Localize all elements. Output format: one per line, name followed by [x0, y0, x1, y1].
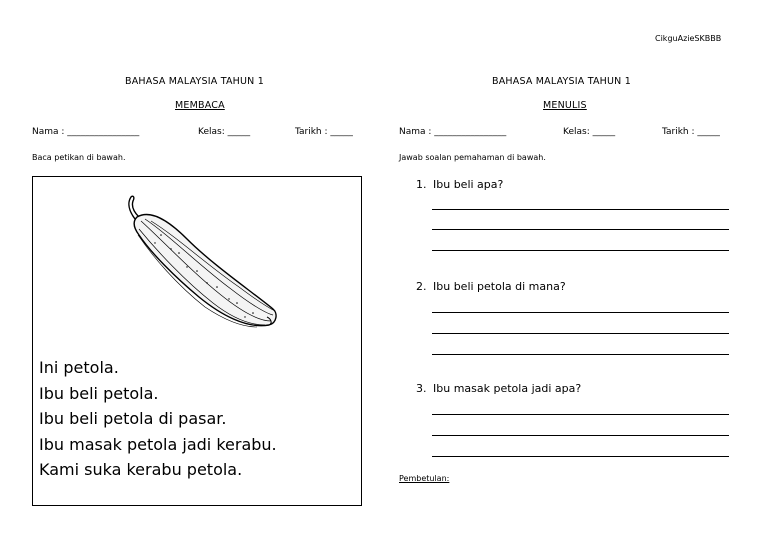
- right-subtitle: MENULIS: [543, 100, 587, 111]
- answer-line[interactable]: [432, 354, 729, 355]
- story-line: Kami suka kerabu petola.: [39, 460, 243, 479]
- answer-line[interactable]: [432, 229, 729, 230]
- right-title: BAHASA MALAYSIA TAHUN 1: [492, 76, 631, 87]
- left-nama-field: Nama : ________________: [32, 127, 140, 137]
- credit-label: CikguAzieSKBBB: [655, 34, 722, 43]
- left-tarikh-field: Tarikh : _____: [295, 127, 353, 137]
- story-line: Ibu masak petola jadi kerabu.: [39, 434, 277, 454]
- left-kelas-field: Kelas: _____: [198, 127, 251, 137]
- cucumber-icon: [121, 191, 281, 331]
- reading-passage-box: [32, 176, 362, 506]
- answer-line[interactable]: [432, 209, 729, 210]
- left-instruction: Baca petikan di bawah.: [32, 153, 126, 162]
- right-kelas-field: Kelas: _____: [563, 127, 616, 137]
- answer-line[interactable]: [432, 250, 729, 251]
- question-text: Ibu beli petola di mana?: [433, 280, 566, 293]
- story-line: Ini petola.: [39, 358, 119, 377]
- right-tarikh-field: Tarikh : _____: [662, 127, 720, 137]
- answer-line[interactable]: [432, 435, 729, 436]
- right-nama-field: Nama : ________________: [399, 127, 507, 137]
- answer-line[interactable]: [432, 456, 729, 457]
- question-number: 3.: [416, 382, 427, 395]
- answer-line[interactable]: [432, 312, 729, 313]
- question-text: Ibu beli apa?: [433, 178, 504, 191]
- left-subtitle: MEMBACA: [175, 100, 225, 111]
- question-number: 2.: [416, 280, 427, 293]
- right-instruction: Jawab soalan pemahaman di bawah.: [399, 153, 546, 162]
- story-line: Ibu beli petola di pasar.: [39, 409, 227, 428]
- question-text: Ibu masak petola jadi apa?: [433, 382, 582, 395]
- left-title: BAHASA MALAYSIA TAHUN 1: [125, 76, 264, 87]
- answer-line[interactable]: [432, 414, 729, 415]
- story-line: Ibu beli petola.: [39, 383, 159, 403]
- answer-line[interactable]: [432, 333, 729, 334]
- story-text: [39, 355, 277, 483]
- pembetulan-label: Pembetulan:: [399, 474, 450, 483]
- question-number: 1.: [416, 178, 427, 191]
